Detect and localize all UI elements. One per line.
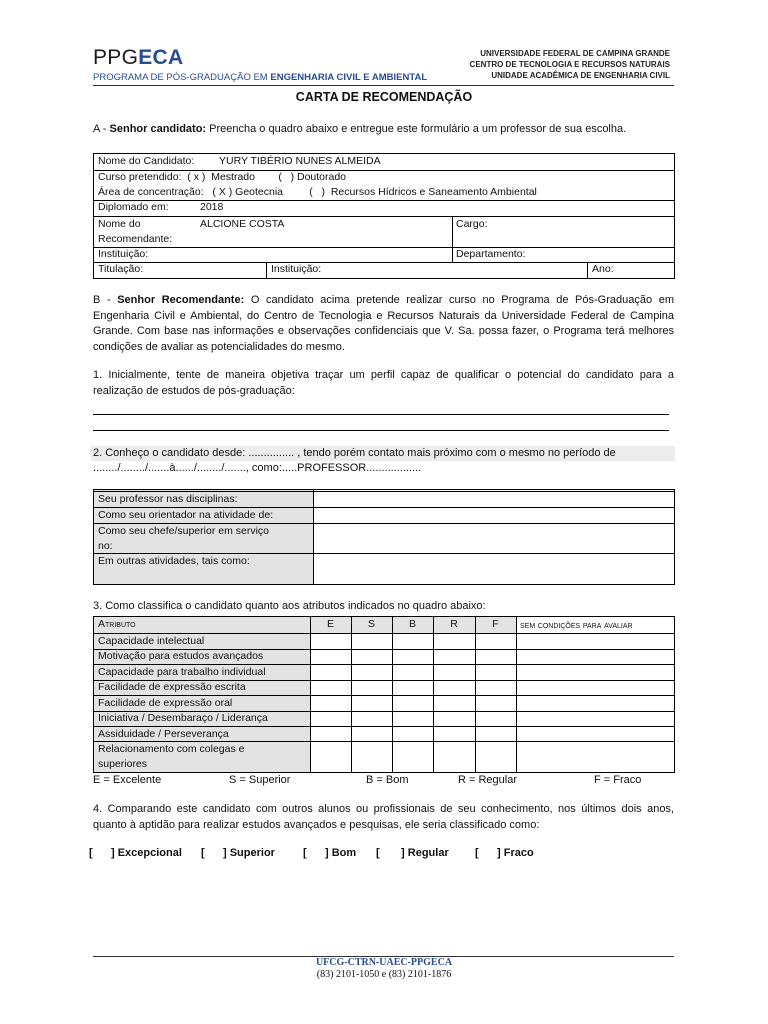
option-superior[interactable]: [ ] Superior xyxy=(201,847,275,859)
attr-row-oral: Facilidade de expressão oral xyxy=(98,697,233,709)
university-block: UNIVERSIDADE FEDERAL DE CAMPINA GRANDE CENTRO DE TECNOLOGIA E RECURSOS NATURAIS UNIDADE ACADÊMICA DE ENGENHARIA CIVIL xyxy=(469,49,670,80)
question-2-line1[interactable]: 2. Conheço o candidato desde: ............... , tendo porém contato mais próximo com o mesmo no período de xyxy=(93,447,616,459)
option-good[interactable]: [ ] Bom xyxy=(303,847,357,859)
attributes-table xyxy=(93,616,675,773)
attr-row-initiative: Iniciativa / Desembaraço / Liderança xyxy=(98,712,268,724)
col-attribute: Atributo xyxy=(98,618,136,630)
col-b: B xyxy=(408,618,416,630)
legend-s: S = Superior xyxy=(229,774,291,786)
col-e: E xyxy=(326,618,334,630)
relation-row-advisor: Como seu orientador na atividade de: xyxy=(98,509,274,521)
titulation-label: Titulação: xyxy=(98,263,144,275)
relation-row-boss-2: no: xyxy=(98,540,113,552)
institution2-label: Instituição: xyxy=(271,263,322,275)
col-s: S xyxy=(367,618,375,630)
year-label: Ano: xyxy=(592,263,614,275)
legend-r: R = Regular xyxy=(458,774,518,786)
program-subtitle: PROGRAMA DE PÓS-GRADUAÇÃO EM ENGENHARIA CIVIL E AMBIENTAL xyxy=(93,72,428,83)
program-logo: PPGECA xyxy=(93,46,184,69)
attr-row-written: Facilidade de expressão escrita xyxy=(98,681,246,693)
attr-row-intellectual: Capacidade intelectual xyxy=(98,635,205,647)
course-choice[interactable]: Curso pretendido: ( x ) Mestrado ( ) Doutorado xyxy=(98,171,347,183)
graduated-value[interactable]: 2018 xyxy=(200,201,224,213)
area-choice[interactable]: Área de concentração: ( X ) Geotecnia ( ) Recursos Hídricos e Saneamento Ambiental xyxy=(98,186,537,198)
col-no-conditions: sem condições para avaliar xyxy=(520,620,633,631)
question-2-line2[interactable]: ......../......../.......à....../......../......., como:.....PROFESSOR.................. xyxy=(93,462,422,474)
section-a-text: A - Senhor candidato: Preencha o quadro abaixo e entregue este formulário a um professor de sua escolha. xyxy=(93,123,627,135)
answer-line-1[interactable] xyxy=(93,414,669,415)
department-label: Departamento: xyxy=(456,248,526,260)
col-f: F xyxy=(492,618,499,630)
answer-line-2[interactable] xyxy=(93,430,669,431)
attr-row-relationship-2: superiores xyxy=(98,758,148,770)
question-1: 1. Inicialmente, tente de maneira objetiva traçar um perfil capaz de qualificar o potencial do candidato para a realização de estudos de pós-graduação: xyxy=(93,369,674,397)
attr-row-relationship: Relacionamento com colegas e xyxy=(98,743,245,755)
question-3: 3. Como classifica o candidato quanto aos atributos indicados no quadro abaixo: xyxy=(93,600,486,612)
option-weak[interactable]: [ ] Fraco xyxy=(475,847,534,859)
attr-row-individual-work: Capacidade para trabalho individual xyxy=(98,666,266,678)
graduated-label: Diplomado em: xyxy=(98,201,169,213)
institution-label: Instituição: xyxy=(98,248,149,260)
relation-row-professor: Seu professor nas disciplinas: xyxy=(98,493,238,505)
candidate-name-value[interactable]: YURY TIBÉRIO NUNES ALMEIDA xyxy=(219,155,381,167)
recommender-label: Nome do xyxy=(98,218,141,230)
candidate-name-label: Nome do Candidato: xyxy=(98,155,195,167)
cargo-label: Cargo: xyxy=(456,218,488,230)
page-title: CARTA DE RECOMENDAÇÃO xyxy=(295,90,473,104)
footer-phones: (83) 2101-1050 e (83) 2101-1876 xyxy=(316,969,452,980)
col-r: R xyxy=(450,618,458,630)
attr-row-motivation: Motivação para estudos avançados xyxy=(98,650,264,662)
candidate-table xyxy=(93,153,675,279)
footer-acronym: UFCG-CTRN-UAEC-PPGECA xyxy=(315,957,453,968)
attr-row-assiduity: Assiduidade / Perseverança xyxy=(98,728,229,740)
option-exceptional[interactable]: [ ] Excepcional xyxy=(89,847,182,859)
legend-b: B = Bom xyxy=(366,774,409,786)
recommender-value[interactable]: ALCIONE COSTA xyxy=(200,218,285,230)
option-regular[interactable]: [ ] Regular xyxy=(376,847,449,859)
relation-row-other: Em outras atividades, tais como: xyxy=(98,555,250,567)
header-divider xyxy=(93,85,674,86)
legend-e: E = Excelente xyxy=(93,774,162,786)
section-b-text: B - Senhor Recomendante: O candidato acima pretende realizar curso no Programa de Pós-Graduação em Engenharia Civil e Ambiental, do Centro de Tecnologia e Recursos Naturais da Universidade Federal de Campina Grande. Com base nas informações e observações confidenciais que V. Sa. possa fazer, o Programa terá melhores condições de avaliar as potencialidades do mesmo. xyxy=(93,294,674,353)
legend-f: F = Fraco xyxy=(594,774,642,786)
recommender-label-2: Recomendante: xyxy=(98,233,173,245)
question-4: 4. Comparando este candidato com outros alunos ou profissionais de seu conhecimento, nos últimos dois anos, quanto à aptidão para realizar estudos avançados e pesquisas, ele seria classificado como: xyxy=(93,803,674,831)
relation-table xyxy=(93,489,675,585)
relation-row-boss: Como seu chefe/superior em serviço xyxy=(98,525,269,537)
